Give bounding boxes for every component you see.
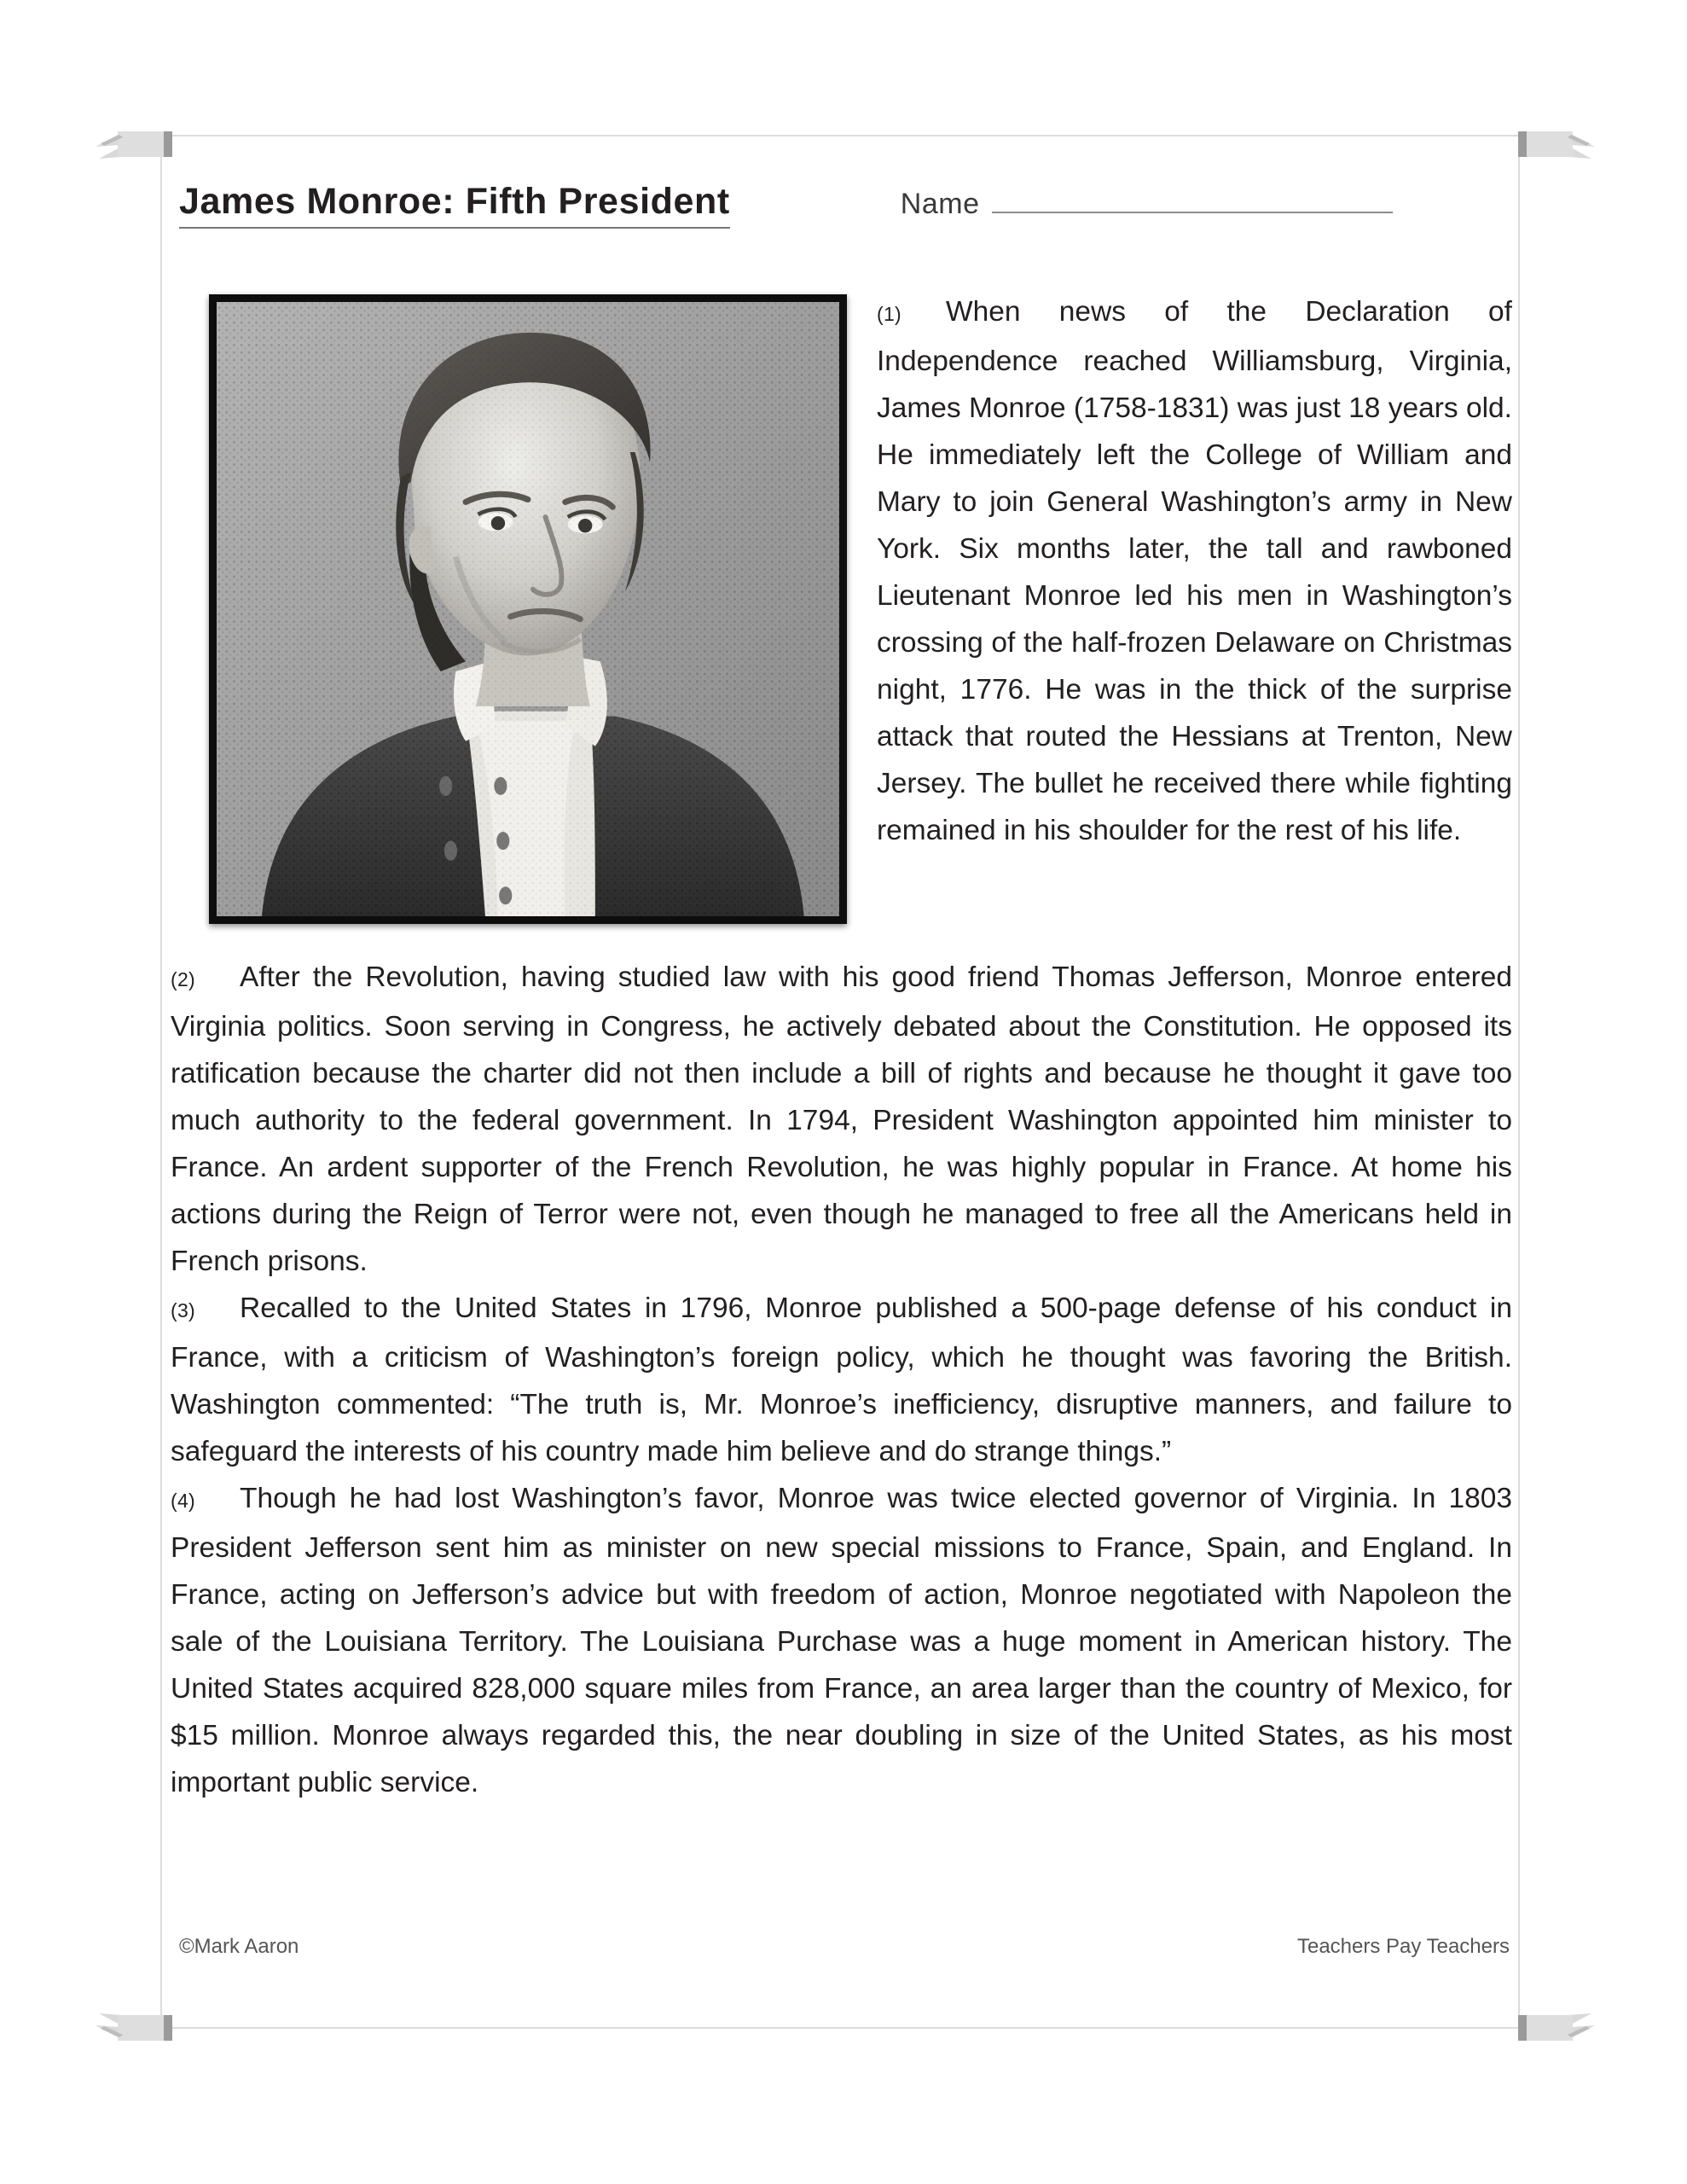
- paragraph-4: [171, 1475, 1512, 1806]
- paragraph-2-number: (2): [171, 968, 196, 990]
- paragraph-3: [171, 1285, 1512, 1475]
- paragraph-1-number: (1): [877, 303, 902, 325]
- name-field[interactable]: [901, 188, 1393, 221]
- portrait-engraving: [217, 302, 839, 916]
- paragraph-4-number: (4): [171, 1490, 196, 1512]
- ribbon-ornament-icon: [92, 2005, 188, 2054]
- copyright-notice: ©Mark Aaron: [179, 1935, 299, 1958]
- paragraph-3-text: Recalled to the United States in 1796, Monroe published a 500-page defense of his conduct in France, with a criticism of Washington’s foreign policy, which he thought was favoring the British. Washington commented: “The truth is, Mr. Monroe’s inefficiency, disruptive manners, and failure to safeguard the interests of his country made him believe and do strange things.”: [171, 1292, 1512, 1467]
- paragraph-1: [877, 288, 1512, 854]
- paragraph-3-number: (3): [171, 1299, 196, 1321]
- paragraph-4-text: Though he had lost Washington’s favor, Monroe was twice elected governor of Virginia. In 1803 President Jefferson sent him as minister on new special missions to France, Spain, and England. In France, acting on Jefferson’s advice but with freedom of action, Monroe negotiated with Napoleon the sale of the Louisiana Territory. The Louisiana Purchase was a huge moment in American history. The United States acquired 828,000 square miles from France, an area larger than the country of Mexico, for $15 million. Monroe always regarded this, the near doubling in size of the United States, as his most important public service.: [171, 1483, 1512, 1798]
- paragraph-1-column: [877, 288, 1512, 854]
- page-footer: [179, 1935, 1510, 1959]
- publisher-name: Teachers Pay Teachers: [1296, 1935, 1510, 1958]
- portrait-image-james-monroe: [209, 294, 847, 924]
- ribbon-ornament-icon: [92, 118, 188, 167]
- worksheet-header: [179, 181, 1510, 229]
- body-text: [171, 954, 1512, 1806]
- paragraph-1-text: When news of the Declaration of Independence reached Williamsburg, Virginia, James Monroe (1758-1831) was just 18 years old. He immediately left the College of William and Mary to join General Washington’s army in New York. Six months later, the tall and rawboned Lieutenant Monroe led his men in Washington’s crossing of the half-frozen Delaware on Christmas night, 1776. He was in the thick of the surprise attack that routed the Hessians at Trenton, New Jersey. The bullet he received there while fighting remained in his shoulder for the rest of his life.: [877, 296, 1512, 846]
- ribbon-ornament-icon: [1503, 2005, 1598, 2054]
- name-write-line[interactable]: [992, 211, 1393, 213]
- page-title: James Monroe: Fifth President: [179, 181, 730, 229]
- paragraph-2: [171, 954, 1512, 1285]
- name-label: Name: [900, 188, 980, 220]
- paragraph-2-text: After the Revolution, having studied law with his good friend Thomas Jefferson, Monroe entered Virginia politics. Soon serving in Congress, he actively debated about the Constitution. He opposed its ratification because the charter did not then include a bill of rights and because he thought it gave too much authority to the federal government. In 1794, President Washington appointed him minister to France. An ardent supporter of the French Revolution, he was highly popular in France. At home his actions during the Reign of Terror were not, even though he managed to free all the Americans held in French prisons.: [171, 961, 1512, 1277]
- ribbon-ornament-icon: [1503, 118, 1598, 167]
